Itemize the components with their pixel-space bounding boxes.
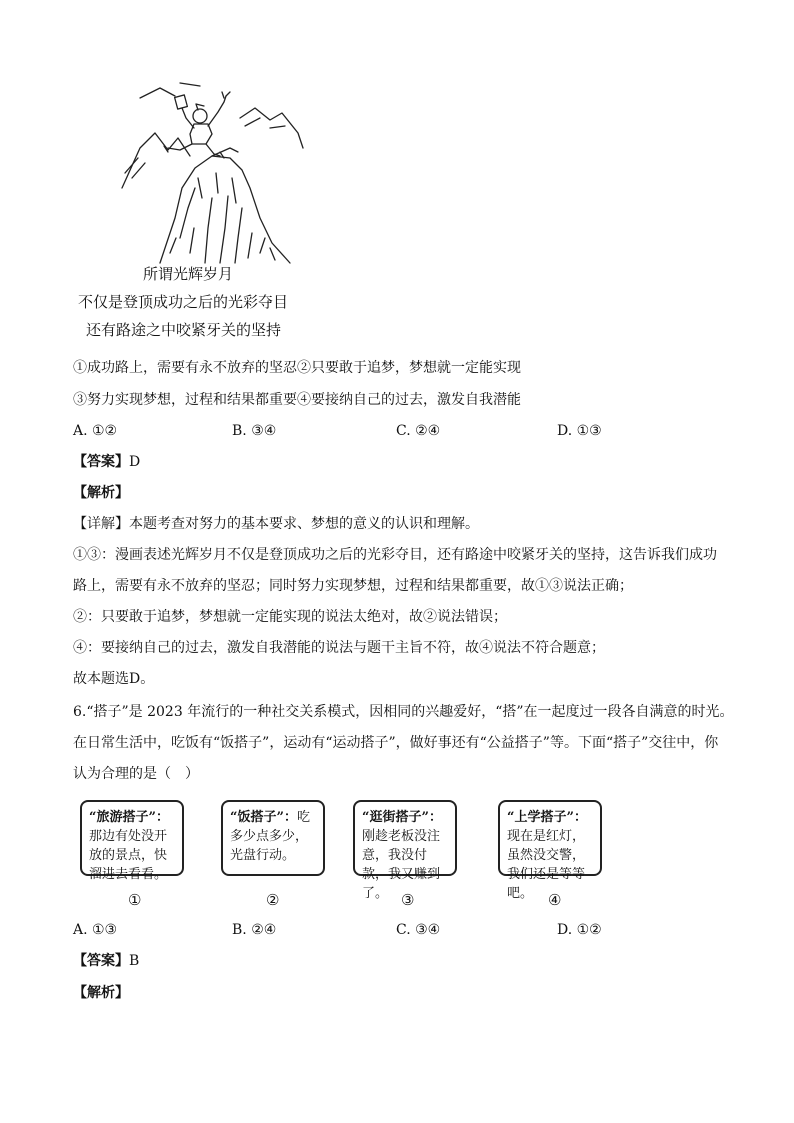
q6-answer <box>73 951 139 971</box>
q5-detail-6: 故本题选D。 <box>73 671 155 687</box>
q6-option-b: B. ②④ <box>232 922 277 938</box>
q6-option-d: D. ①② <box>557 922 602 938</box>
q6-box-1-text: 那边有处没开放的景点，快溜进去看看。 <box>89 829 168 882</box>
q6-box-1 <box>80 800 184 882</box>
q5-statement-2: ③努力实现梦想，过程和结果都重要④要接纳自己的过去，激发自我潜能 <box>73 392 521 408</box>
q6-box-4-text: 现在是红灯，虽然没交警，我们还是等等吧。 <box>507 829 586 901</box>
q5-detail-4: ②：只要敢于追梦，梦想就一定能实现的说法太绝对，故②说法错误； <box>73 609 507 625</box>
q5-detail-5: ④：要接纳自己的过去，激发自我潜能的说法与题干主旨不符，故④说法不符合题意； <box>73 640 605 656</box>
q6-stem-1: 6.“搭子”是 2023 年流行的一种社交关系模式，因相同的兴趣爱好，“搭”在一起度过一段各自满意的时光。 <box>73 704 734 720</box>
q6-analysis-tag: 【解析】 <box>73 985 129 1001</box>
q6-box-3-text: 刚趁老板没注意，我没付款，我又赚到了。 <box>362 829 441 901</box>
comic-caption-line-3: 还有路途之中咬紧牙关的坚持 <box>86 321 282 339</box>
q6-box-2 <box>221 800 325 876</box>
q6-box-2-title: “饭搭子”： <box>230 810 297 825</box>
q6-box-4-title: “上学搭子”： <box>507 810 587 825</box>
q6-box-3 <box>353 800 457 901</box>
q5-option-a: A. ①② <box>73 423 118 439</box>
q5-option-c: C. ②④ <box>396 423 441 439</box>
q6-box-4-number: ④ <box>548 891 562 909</box>
q5-analysis-tag: 【解析】 <box>73 485 129 501</box>
q6-box-3-title: “逛街搭子”： <box>362 810 442 825</box>
answer-tag: 【答案】 <box>73 454 129 470</box>
comic-caption-line-2: 不仅是登顶成功之后的光彩夺目 <box>78 293 289 311</box>
q5-detail-2: ①③：漫画表述光辉岁月不仅是登顶成功之后的光彩夺目，还有路途中咬紧牙关的坚持，这告诉我们成功 <box>73 547 717 563</box>
q5-option-d: D. ①③ <box>557 423 602 439</box>
q6-box-2-text: 吃多少点多少，光盘行动。 <box>230 810 310 863</box>
q5-detail-3: 路上，需要有永不放弃的坚忍；同时努力实现梦想，过程和结果都重要，故①③说法正确； <box>73 578 633 594</box>
q5-statement-1: ①成功路上，需要有永不放弃的坚忍②只要敢于追梦，梦想就一定能实现 <box>73 360 521 376</box>
comic-caption-line-1: 所谓光辉岁月 <box>143 265 234 283</box>
q5-option-b: B. ③④ <box>232 423 277 439</box>
answer-value: D <box>129 454 141 470</box>
answer-value: B <box>129 953 140 969</box>
q6-stem-2: 在日常生活中，吃饭有“饭搭子”，运动有“运动搭子”，做好事还有“公益搭子”等。下面“搭子”交往中，你 <box>73 735 719 751</box>
q6-option-c: C. ③④ <box>396 922 441 938</box>
q6-box-3-number: ③ <box>401 891 415 909</box>
q6-option-a: A. ①③ <box>73 922 118 938</box>
q6-box-1-title: “旅游搭子”： <box>89 810 169 825</box>
q6-box-2-number: ② <box>266 891 280 909</box>
answer-tag: 【答案】 <box>73 953 129 969</box>
q6-box-1-number: ① <box>128 891 142 909</box>
q6-box-4 <box>498 800 602 901</box>
comic-illustration <box>120 78 305 266</box>
q5-answer <box>73 452 140 472</box>
q6-stem-3: 认为合理的是（ ） <box>73 766 199 782</box>
q5-detail-1: 【详解】本题考查对努力的基本要求、梦想的意义的认识和理解。 <box>73 516 479 532</box>
